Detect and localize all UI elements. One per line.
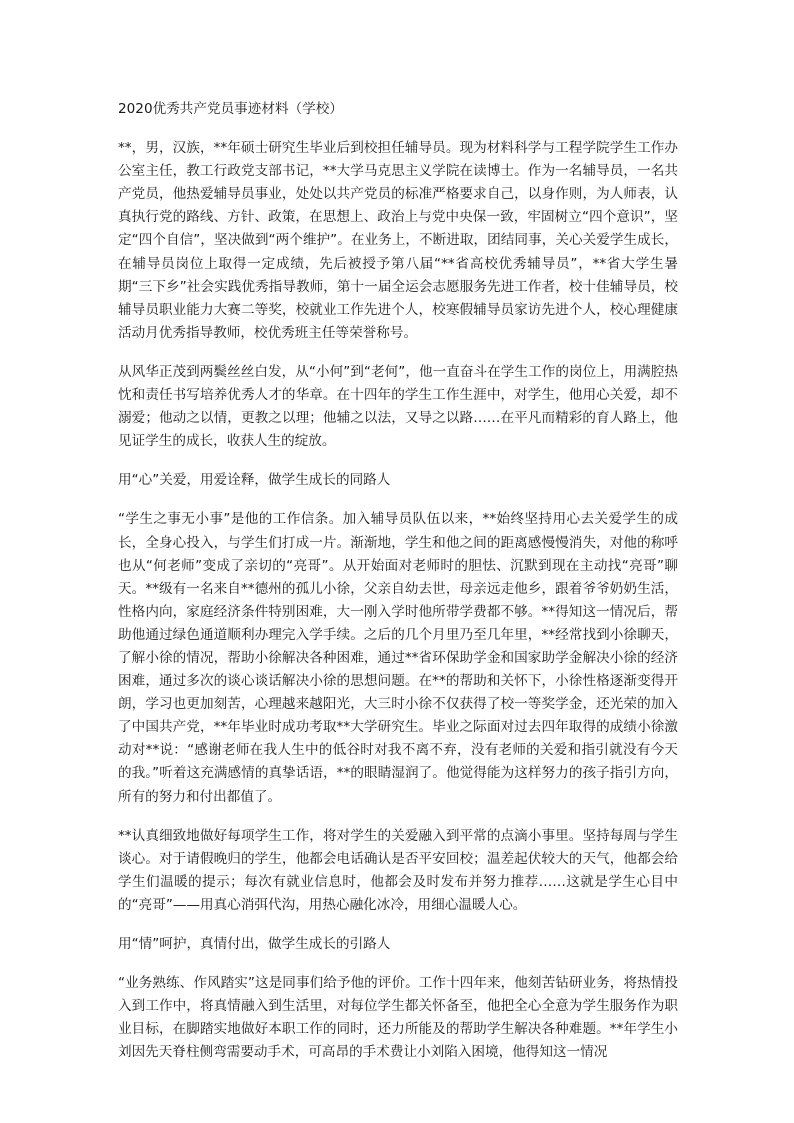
section-heading-guide: 用“情”呵护，真情付出，做学生成长的引路人 <box>118 936 391 952</box>
section-care-paragraph-1: “学生之事无小事”是他的工作信条。加入辅导员队伍以来，**始终坚持用心去关爱学生的成长，全身心投入，与学生们打成一片。渐渐地，学生和他之间的距离感慢慢消失，对他的称呼也从“何老师”变成了亲切的“亮哥”。从开始面对老师时的胆怯、沉默到现在主动找“亮哥”聊天。**级有一名来自**德州的孤儿小徐，父亲自幼去世，母亲远走他乡，跟着爷爷奶奶生活，性格内向，家庭经济条件特别困难，大一刚入学时他所带学费都不够。**得知这一情况后，帮助他通过绿色通道顺利办理完入学手续。之后的几个月里乃至几年里，**经常找到小徐聊天，了解小徐的情况，帮助小徐解决各种困难，通过**省环保助学金和国家助学金解决小徐的经济困难，通过多次的谈心谈话解决小徐的思想问题。在**的帮助和关怀下，小徐性格逐渐变得开朗，学习也更加刻苦，心理越来越阳光，大三时小徐不仅获得了校一等奖学金，还光荣的加入了中国共产党，**年毕业时成功考取**大学研究生。毕业之际面对过去四年取得的成绩小徐激动对**说：“感谢老师在我人生中的低谷时对我不离不弃，没有老师的关爱和指引就没有今天的我。”听着这充满感情的真挚话语，**的眼睛湿润了。他觉得能为这样努力的孩子指引方向，所有的努力和付出都值了。 <box>118 511 678 805</box>
document-title: 2020优秀共产党员事迹材料（学校） <box>118 101 343 117</box>
section-heading-care: 用“心”关爱，用爱诠释，做学生成长的同路人 <box>118 472 391 489</box>
section-guide-paragraph-1: “业务熟练、作风踏实”这是同事们给予他的评价。工作十四年来，他刻苦钻研业务，将热情投入到工作中，将真情融入到生活里，对每位学生都关怀备至，他把全心全意为学生服务作为职业目标，在脚踏实地做好本职工作的同时，还力所能及的帮助学生解决各种难题。**年学生小刘因先天脊柱侧弯需要动手术，可高昂的手术费让小刘陷入困境，他得知这一情况 <box>118 975 678 1061</box>
intro-paragraph-1: **，男，汉族，**年硕士研究生毕业后到校担任辅导员。现为材料科学与工程学院学生工作办公室主任，教工行政党支部书记，**大学马克思主义学院在读博士。作为一名辅导员，一名共产党员，他热爱辅导员事业，处处以共产党员的标准严格要求自己，以身作则，为人师表，认真执行党的路线、方针、政策，在思想上、政治上与党中央保一致，牢固树立“四个意识”，坚定“四个自信”，坚决做到“两个维护”。在业务上，不断进取，团结同事，关心关爱学生成长，在辅导员岗位上取得一定成绩，先后被授予第八届“**省高校优秀辅导员”，**省大学生暑期“三下乡”社会实践优秀指导教师，第十一届全运会志愿服务先进工作者，校十佳辅导员，校辅导员职业能力大赛二等奖，校就业工作先进个人，校寒假辅导员家访先进个人，校心理健康活动月优秀指导教师，校优秀班主任等荣誉称号。 <box>118 140 678 341</box>
section-care-paragraph-2: **认真细致地做好每项学生工作，将对学生的关爱融入到平常的点滴小事里。坚持每周与学生谈心。对于请假晚归的学生，他都会电话确认是否平安回校；温差起伏较大的天气，他都会给学生们温暖的提示；每次有就业信息时，他都会及时发布并努力推荐……这就是学生心目中的“亮哥”——用真心消弭代沟，用热心融化冰冷，用细心温暖人心。 <box>118 827 678 913</box>
intro-paragraph-2: 从风华正茂到两鬓丝丝白发，从“小何”到“老何”，他一直奋斗在学生工作的岗位上，用满腔热忱和责任书写培养优秀人才的华章。在十四年的学生工作生涯中，对学生，他用心关爱，却不溺爱；他动之以情，更教之以理；他辅之以法，又导之以路……在平凡而精彩的育人路上，他见证学生的成长，收获人生的绽放。 <box>118 363 678 450</box>
document-page <box>118 98 678 1080</box>
